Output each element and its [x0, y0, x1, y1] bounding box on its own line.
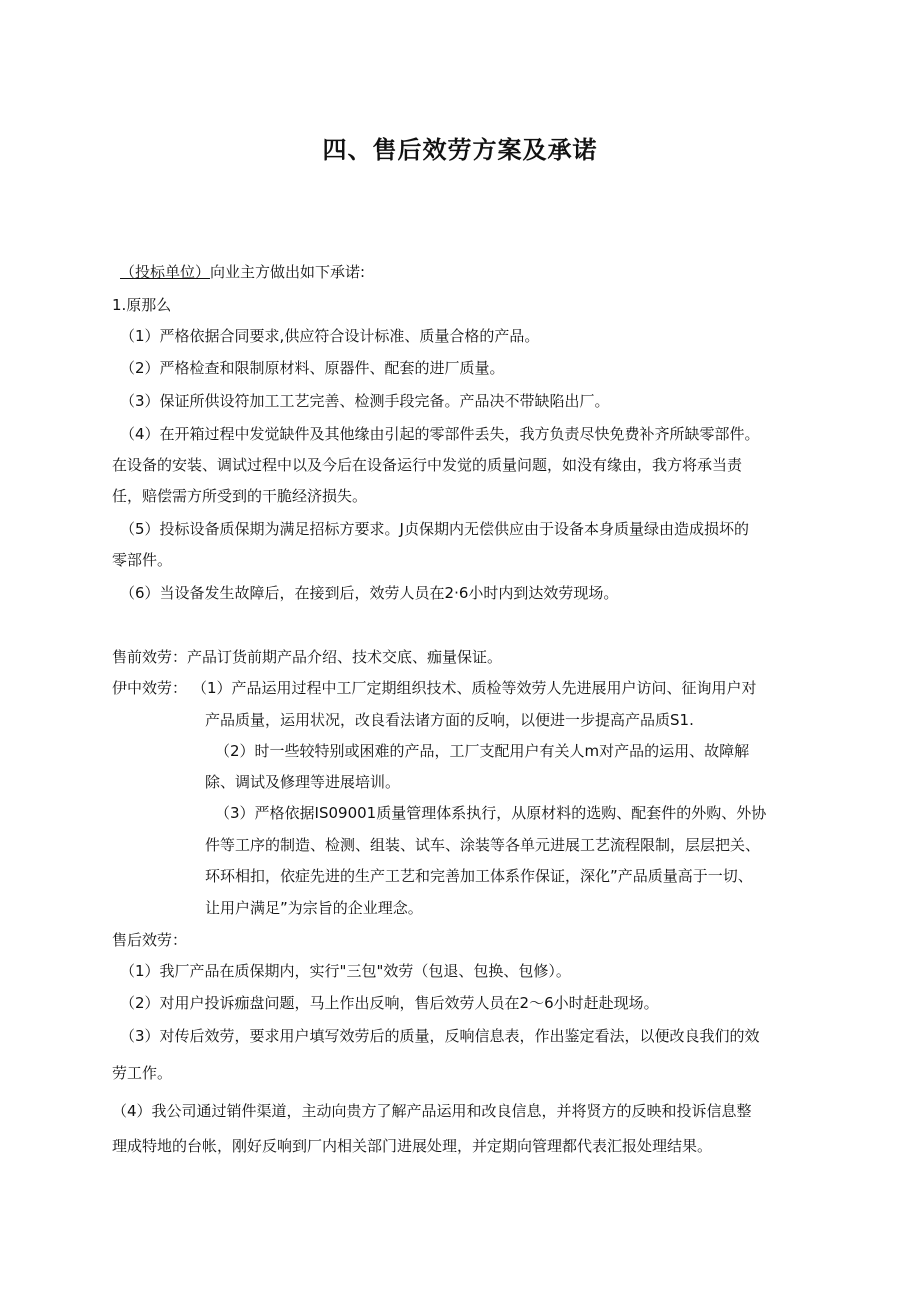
- insale-item-3-line-2: 件等工序的制造、检测、组装、试车、涂装等各单元进展工艺流程限制，层层把关、: [205, 836, 761, 854]
- aftersale-item-3-line-2: 劳工作。: [112, 1064, 173, 1082]
- principle-item-5-line-1: （5）投标设备质保期为满足招标方要求。J贞保期内无偿供应由于设备本身质量绿由造成损坏的: [120, 520, 749, 538]
- bidder-placeholder: （投标单位）: [120, 263, 211, 281]
- insale-item-1-line-2: 产品质量，运用状况，改良看法诸方面的反响，以便进一步提高产品质S1.: [205, 711, 694, 729]
- section1-heading: 1.原那么: [112, 296, 172, 314]
- insale-item-2-line-2: 除、调试及修理等进展培训。: [205, 773, 401, 791]
- insale-item-3-line-4: 让用户满足”为宗旨的企业理念。: [205, 899, 423, 917]
- insale-item-3-line-1: （3）严格依据IS09001质量管理体系执行，从原材料的选购、配套件的外购、外协: [215, 804, 767, 822]
- intro-line: [120, 262, 365, 282]
- insale-item-1-line-1: （1）产品运用过程中工厂定期组织技术、质检等效劳人先进展用户访问、征询用户对: [192, 679, 757, 697]
- principle-item-5-line-2: 零部件。: [112, 551, 173, 569]
- insale-item-3-line-3: 环环相扣，依症先进的生产工艺和完善加工体系作保证，深化”产品质量高于一切、: [205, 867, 753, 885]
- principle-item-1: （1）严格依据合同要求,供应符合设计标准、质量合格的产品。: [120, 327, 540, 345]
- intro-text: 向业主方做出如下承诺:: [210, 263, 366, 281]
- presale-service: 售前效劳：产品订货前期产品介绍、技术交底、痂量保证。: [112, 648, 503, 666]
- page-title: 四、售后效劳方案及承诺: [322, 136, 598, 164]
- aftersale-heading: 售后效劳：: [112, 931, 188, 949]
- aftersale-item-4-line-1: （4）我公司通过销件渠道，主动向贵方了解产品运用和改良信息，并将贤方的反映和投诉信息整: [112, 1102, 752, 1120]
- aftersale-item-4-line-2: 理成特地的台帐，刚好反响到厂内相关部门进展处理，并定期向管理都代表汇报处理结果。: [112, 1137, 713, 1155]
- aftersale-item-1: （1）我厂产品在质保期内，实行"三包"效劳（包退、包换、包修）。: [120, 962, 571, 980]
- principle-item-6: （6）当设备发生故障后，在接到后，效劳人员在2·6小时内到达效劳现场。: [120, 584, 619, 602]
- principle-item-4-line-1: （4）在开箱过程中发觉缺件及其他缘由引起的零部件丢失，我方负责尽快免费补齐所缺零部件。: [120, 425, 760, 443]
- principle-item-4-line-3: 任，赔偿需方所受到的干脆经济损失。: [112, 487, 368, 505]
- insale-label: 伊中效劳：: [112, 679, 188, 697]
- insale-item-2-line-1: （2）时一些较特别或困难的产品，工厂支配用户有关人m对产品的运用、故障解: [215, 742, 750, 760]
- principle-item-4-line-2: 在设备的安装、调试过程中以及今后在设备运行中发觉的质量问题，如没有缘由，我方将承当责: [112, 456, 743, 474]
- aftersale-item-3-line-1: （3）对传后效劳，要求用户填写效劳后的质量，反响信息表，作出鉴定看法，以便改良我们的效: [120, 1027, 760, 1045]
- principle-item-3: （3）保证所供设符加工工艺完善、检测手段完备。产品决不带缺陷出厂。: [120, 392, 610, 410]
- principle-item-2: （2）严格检查和限制原材料、原器件、配套的进厂质量。: [120, 359, 505, 377]
- aftersale-item-2: （2）对用户投诉痂盘问题，马上作出反响，售后效劳人员在2〜6小时赶赴现场。: [120, 994, 659, 1012]
